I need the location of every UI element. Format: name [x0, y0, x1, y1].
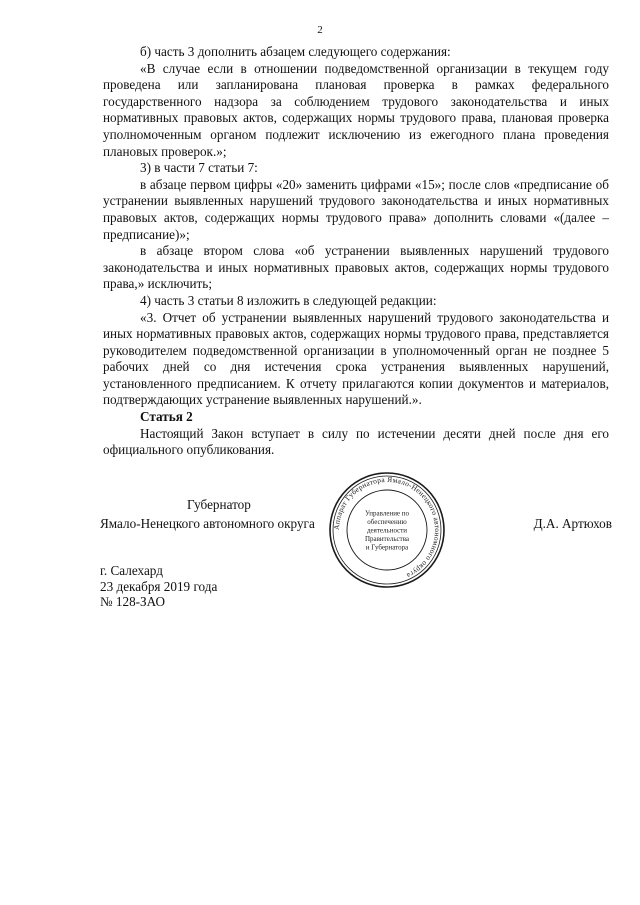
- paragraph: «В случае если в отношении подведомственной организации в текущем году проведена или запланирована плановая проверка в рамках федерального государственного надзора за соблюдением трудового законодательства и иных нормативных правовых актов, содержащих нормы трудового права, плановая проверка уполномоченным органом подлежит исключению из ежегодного плана проведения плановых проверок.»;: [103, 60, 609, 159]
- signer-title-line1: Губернатор: [187, 497, 251, 512]
- official-stamp: [327, 470, 447, 590]
- stamp-inner-line: деятельности: [366, 526, 408, 535]
- paragraph: 4) часть 3 статьи 8 изложить в следующей редакции:: [140, 292, 437, 308]
- stamp-inner-line: Управление по: [364, 509, 410, 518]
- article-title: Статья 2: [140, 409, 193, 425]
- document-body: [103, 44, 609, 459]
- document-footer: [100, 563, 217, 610]
- stamp-inner-line: Правительства: [364, 535, 410, 543]
- signer-name: Д.А. Артюхов: [533, 516, 612, 531]
- stamp-inner-line: и Губернатора: [365, 543, 409, 552]
- law-number: № 128-ЗАО: [100, 594, 166, 609]
- city: г. Салехард: [100, 563, 163, 578]
- page-number: 2: [317, 24, 323, 36]
- paragraph: б) часть 3 дополнить абзацем следующего содержания:: [140, 44, 451, 59]
- paragraph: 3) в части 7 статьи 7:: [140, 160, 258, 176]
- stamp-inner-line: обеспечению: [367, 518, 407, 526]
- paragraph: в абзаце втором слова «об устранении выявленных нарушений трудового законодательства и иных нормативных правовых актов, содержащих нормы трудового права,» исключить;: [103, 243, 609, 292]
- paragraph: в абзаце первом цифры «20» заменить цифрами «15»; после слов «предписание об устранении выявленных нарушений трудового законодательства и иных нормативных правовых актов, содержащих нормы трудового права» дополнить словами «(далее – предписание)»;: [103, 176, 609, 242]
- date: 23 декабря 2019 года: [100, 578, 218, 594]
- article-text: Настоящий Закон вступает в силу по истечении десяти дней после дня его официального опубликования.: [103, 425, 609, 458]
- signer-title-line2: Ямало-Ненецкого автономного округа: [100, 516, 315, 531]
- paragraph: «3. Отчет об устранении выявленных нарушений трудового законодательства и иных нормативных правовых актов, содержащих нормы трудового права, представляется руководителем подведомственной организации в уполномоченный орган не позднее 5 рабочих дней со дня истечения срока устранения выявленных нарушений, установленного предписанием. К отчету прилагаются копии документов и материалов, подтверждающих устранение выявленных нарушений.».: [103, 309, 609, 408]
- stamp-outer-text: Аппарат Губернатора Ямало-Ненецкого автономного округа: [331, 474, 443, 581]
